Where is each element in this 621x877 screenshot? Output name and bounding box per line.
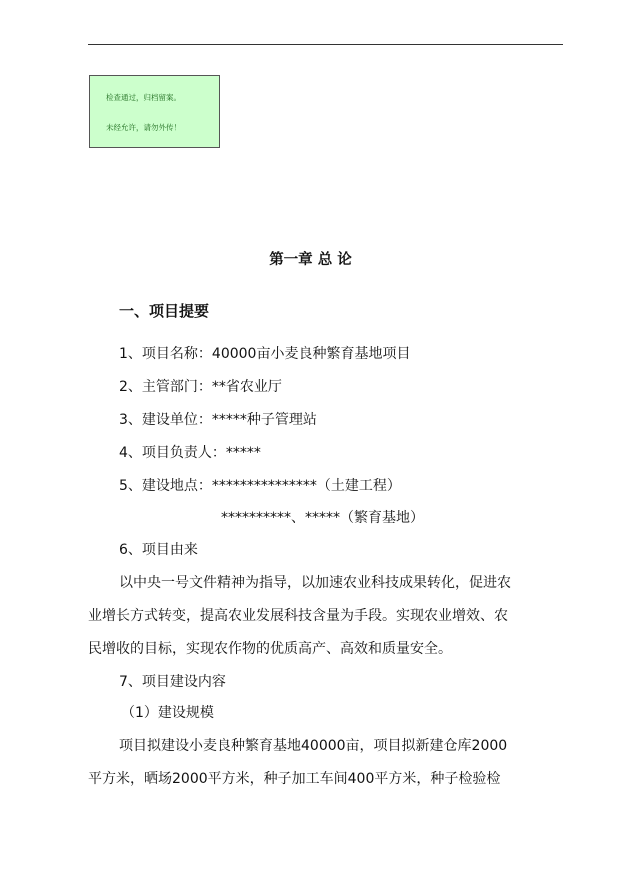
sub-construction-scale: （1）建设规模 bbox=[121, 705, 214, 721]
item-construction-content: 7、项目建设内容 bbox=[119, 674, 226, 690]
item-department: 2、主管部门：**省农业厅 bbox=[119, 379, 282, 395]
approval-stamp bbox=[89, 75, 220, 148]
paragraph-line: 以中央一号文件精神为指导，以加速农业科技成果转化，促进农 bbox=[119, 575, 511, 591]
paragraph-line: 业增长方式转变，提高农业发展科技含量为手段。实现农业增效、农 bbox=[88, 608, 508, 624]
paragraph-line: 民增收的目标，实现农作物的优质高产、高效和质量安全。 bbox=[88, 641, 452, 657]
chapter-title: 第一章 总 论 bbox=[269, 252, 352, 268]
item-origin: 6、项目由来 bbox=[119, 542, 198, 558]
item-location-continued: **********、*****（繁育基地） bbox=[221, 510, 424, 526]
section-title: 一、项目提要 bbox=[119, 302, 210, 320]
paragraph-line: 平方米，晒场2000平方米，种子加工车间400平方米，种子检验检 bbox=[88, 771, 501, 787]
paragraph-line: 项目拟建设小麦良种繁育基地40000亩，项目拟新建仓库2000 bbox=[119, 738, 508, 754]
item-location: 5、建设地点：***************（土建工程） bbox=[119, 478, 401, 494]
item-leader: 4、项目负责人：***** bbox=[119, 445, 261, 461]
header-rule bbox=[88, 44, 563, 45]
stamp-line-2: 未经允许，请勿外传！ bbox=[106, 123, 181, 132]
item-builder: 3、建设单位：*****种子管理站 bbox=[119, 412, 317, 428]
stamp-line-1: 检查通过，归档留案。 bbox=[106, 93, 181, 102]
item-project-name: 1、项目名称：40000亩小麦良种繁育基地项目 bbox=[119, 346, 411, 362]
